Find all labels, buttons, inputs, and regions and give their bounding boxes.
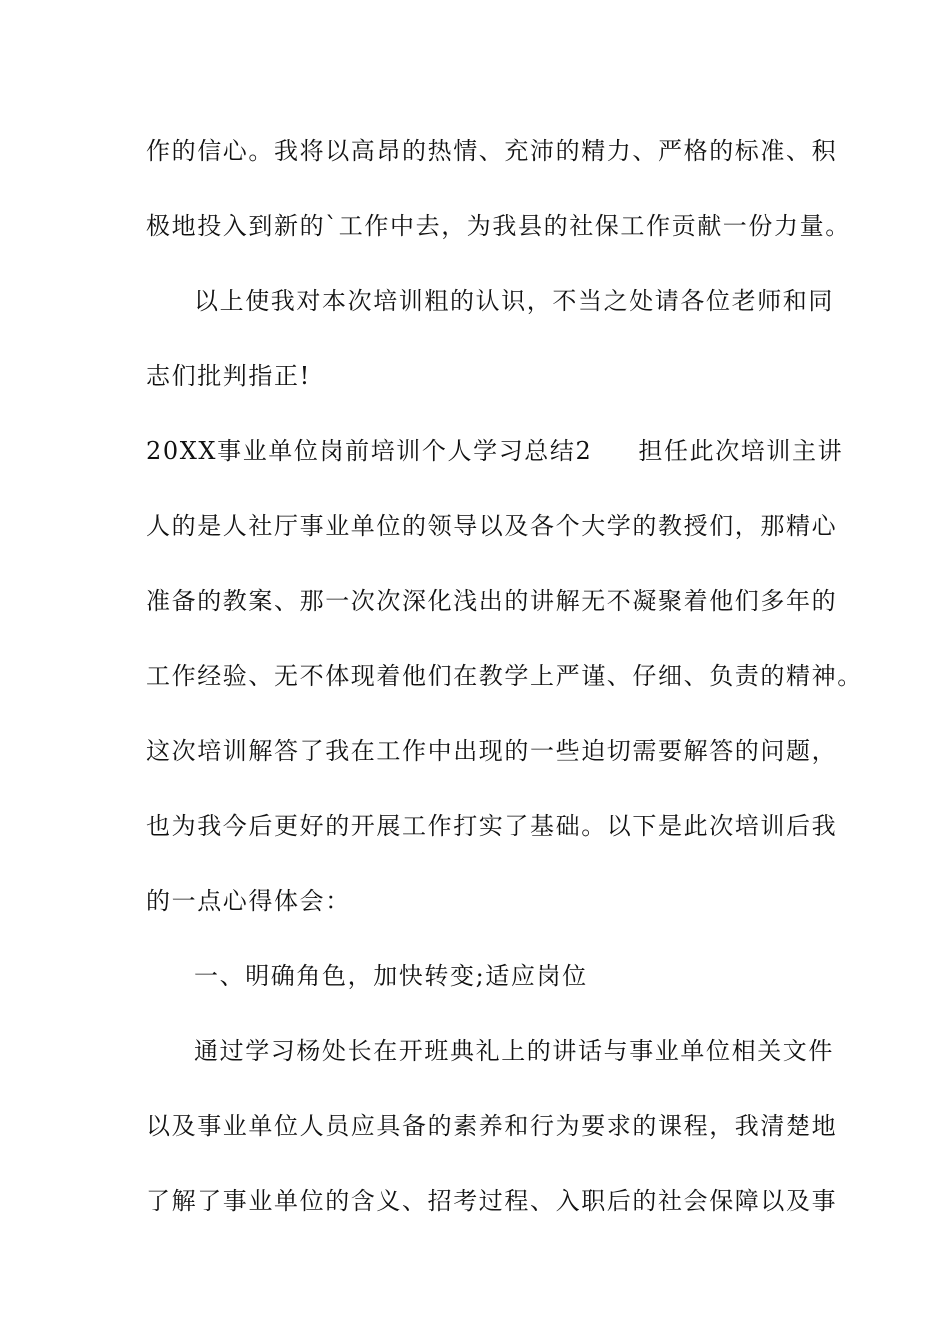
paragraph-line: 作的信心。我将以高昂的热情、充沛的精力、严格的标准、积 — [146, 137, 838, 165]
paragraph-line: 极地投入到新的`工作中去，为我县的社保工作贡献一份力量。 — [146, 212, 851, 240]
paragraph-start-text: 担任此次培训主讲 — [638, 437, 844, 465]
paragraph-line: 人的是人社厅事业单位的领导以及各个大学的教授们，那精心 — [146, 512, 838, 540]
paragraph-line: 的一点心得体会： — [146, 887, 351, 915]
paragraph-line: 也为我今后更好的开展工作打实了基础。以下是此次培训后我 — [146, 812, 838, 840]
paragraph-line: 志们批判指正! — [146, 362, 311, 390]
paragraph-line: 以及事业单位人员应具备的素养和行为要求的课程，我清楚地 — [146, 1112, 838, 1140]
section-heading-line — [146, 431, 846, 471]
paragraph-line: 准备的教案、那一次次深化浅出的讲解无不凝聚着他们多年的 — [146, 587, 838, 615]
paragraph-line: 工作经验、无不体现着他们在教学上严谨、仔细、负责的精神。 — [146, 662, 863, 690]
paragraph-line: 这次培训解答了我在工作中出现的一些迫切需要解答的问题， — [146, 737, 838, 765]
paragraph-line: 了解了事业单位的含义、招考过程、入职后的社会保障以及事 — [146, 1187, 838, 1215]
paragraph-line: 以上使我对本次培训粗的认识，不当之处请各位老师和同 — [194, 287, 834, 315]
section-heading: 20XX事业单位岗前培训个人学习总结2 — [146, 437, 593, 465]
paragraph-line: 通过学习杨处长在开班典礼上的讲话与事业单位相关文件 — [194, 1037, 834, 1065]
subsection-heading: 一、明确角色，加快转变;适应岗位 — [194, 962, 588, 990]
